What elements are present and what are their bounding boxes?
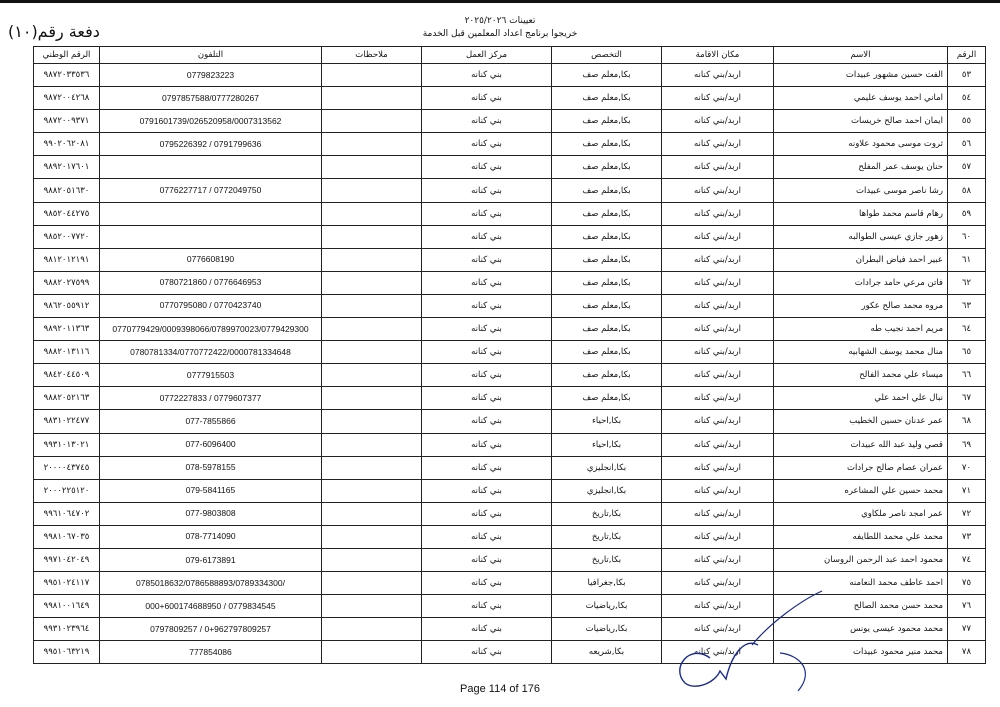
row-specialty: بكا,رياضيات	[552, 618, 662, 641]
row-workplace: بني كنانه	[422, 572, 552, 595]
row-workplace: بني كنانه	[422, 133, 552, 156]
row-number: ٦٤	[948, 318, 986, 341]
row-number: ٦٦	[948, 364, 986, 387]
row-national-id: ٩٨١٢٠١٢١٩١	[34, 248, 100, 271]
row-specialty: بكا,احياء	[552, 410, 662, 433]
row-workplace: بني كنانه	[422, 110, 552, 133]
row-residence: اربد/بني كنانه	[662, 595, 774, 618]
row-phone	[100, 202, 322, 225]
row-number: ٦٧	[948, 387, 986, 410]
row-specialty: بكا,معلم صف	[552, 294, 662, 317]
row-phone: 079-6173891	[100, 548, 322, 571]
table-row	[34, 156, 986, 179]
row-specialty: بكا,معلم صف	[552, 110, 662, 133]
row-phone: 079-5841165	[100, 479, 322, 502]
table-row	[34, 64, 986, 87]
row-name: ثروت موسى محمود علاونه	[774, 133, 948, 156]
row-specialty: بكا,تاريخ	[552, 548, 662, 571]
document-title: تعيينات ٢٠٢٥/٢٠٢٦	[464, 16, 536, 26]
row-notes	[322, 64, 422, 87]
table-row	[34, 387, 986, 410]
row-national-id: ٩٨٣١٠٢٢٤٧٧	[34, 410, 100, 433]
row-residence: اربد/بني كنانه	[662, 433, 774, 456]
row-workplace: بني كنانه	[422, 87, 552, 110]
row-residence: اربد/بني كنانه	[662, 618, 774, 641]
row-residence: اربد/بني كنانه	[662, 156, 774, 179]
row-national-id: ٩٩٣١٠١٣٠٢١	[34, 433, 100, 456]
row-name: مريم احمد نجيب طه	[774, 318, 948, 341]
row-workplace: بني كنانه	[422, 364, 552, 387]
row-specialty: بكا,احياء	[552, 433, 662, 456]
row-name: زهور جازي عيسى الطوالبه	[774, 225, 948, 248]
row-residence: اربد/بني كنانه	[662, 502, 774, 525]
row-workplace: بني كنانه	[422, 248, 552, 271]
row-residence: اربد/بني كنانه	[662, 225, 774, 248]
row-number: ٧١	[948, 479, 986, 502]
row-specialty: بكا,معلم صف	[552, 179, 662, 202]
row-workplace: بني كنانه	[422, 433, 552, 456]
row-notes	[322, 410, 422, 433]
row-specialty: بكا,معلم صف	[552, 248, 662, 271]
row-workplace: بني كنانه	[422, 271, 552, 294]
row-name: رشا ناصر موسى عبيدات	[774, 179, 948, 202]
row-number: ٥٦	[948, 133, 986, 156]
row-name: قصي وليد عبد الله عبيدات	[774, 433, 948, 456]
row-workplace: بني كنانه	[422, 202, 552, 225]
row-phone: 000+600174688950 / 0779834545	[100, 595, 322, 618]
row-specialty: بكا,معلم صف	[552, 64, 662, 87]
row-phone: 0797857588/0777280267	[100, 87, 322, 110]
row-phone: 077-6096400	[100, 433, 322, 456]
row-phone: 0791601739/026520958/0007313562	[100, 110, 322, 133]
row-name: اماني احمد يوسف عليمي	[774, 87, 948, 110]
row-workplace: بني كنانه	[422, 479, 552, 502]
row-number: ٦٩	[948, 433, 986, 456]
row-notes	[322, 618, 422, 641]
column-header-number: الرقم	[948, 47, 986, 64]
row-number: ٦٥	[948, 341, 986, 364]
row-specialty: بكا,انجليزي	[552, 479, 662, 502]
row-phone: 0780721860 / 0776646953	[100, 271, 322, 294]
row-specialty: بكا,معلم صف	[552, 364, 662, 387]
row-specialty: بكا,معلم صف	[552, 133, 662, 156]
row-notes	[322, 202, 422, 225]
row-phone: 078-5978155	[100, 456, 322, 479]
row-residence: اربد/بني كنانه	[662, 271, 774, 294]
row-specialty: بكا,تاريخ	[552, 525, 662, 548]
row-specialty: بكا,تاريخ	[552, 502, 662, 525]
row-workplace: بني كنانه	[422, 618, 552, 641]
row-notes	[322, 87, 422, 110]
row-national-id: ٩٨٥٢٠٤٤٢٧٥	[34, 202, 100, 225]
row-phone: 0797809257 / 0+962797809257	[100, 618, 322, 641]
row-phone: 0772227833 / 0779607377	[100, 387, 322, 410]
row-residence: اربد/بني كنانه	[662, 479, 774, 502]
row-notes	[322, 294, 422, 317]
table-row	[34, 525, 986, 548]
row-number: ٦٣	[948, 294, 986, 317]
row-number: ٥٧	[948, 156, 986, 179]
row-national-id: ٩٩٧١٠٤٢٠٤٩	[34, 548, 100, 571]
row-phone	[100, 156, 322, 179]
row-phone	[100, 225, 322, 248]
row-residence: اربد/بني كنانه	[662, 318, 774, 341]
row-workplace: بني كنانه	[422, 341, 552, 364]
row-name: عبير احمد فياض البطران	[774, 248, 948, 271]
row-national-id: ٩٩٨١٠٠١٦٤٩	[34, 595, 100, 618]
table-row	[34, 110, 986, 133]
table-row	[34, 548, 986, 571]
row-notes	[322, 502, 422, 525]
row-number: ٥٩	[948, 202, 986, 225]
row-specialty: بكا,معلم صف	[552, 156, 662, 179]
row-number: ٦١	[948, 248, 986, 271]
row-name: عمر امجد ناصر ملكاوي	[774, 502, 948, 525]
row-national-id: ٩٩٣١٠٢٣٩٦٤	[34, 618, 100, 641]
row-residence: اربد/بني كنانه	[662, 87, 774, 110]
page-number: Page 114 of 176	[460, 683, 540, 695]
column-header-name: الاسم	[774, 47, 948, 64]
row-name: ايمان احمد صالح خريسات	[774, 110, 948, 133]
row-national-id: ٩٨٧٢٠٣٣٥٣٦	[34, 64, 100, 87]
row-national-id: ٩٩٥١٠٢٤١١٧	[34, 572, 100, 595]
row-residence: اربد/بني كنانه	[662, 179, 774, 202]
row-name: فاتن مرعي حامد جرادات	[774, 271, 948, 294]
row-residence: اربد/بني كنانه	[662, 410, 774, 433]
row-number: ٧٥	[948, 572, 986, 595]
row-residence: اربد/بني كنانه	[662, 133, 774, 156]
row-residence: اربد/بني كنانه	[662, 548, 774, 571]
row-workplace: بني كنانه	[422, 456, 552, 479]
row-residence: اربد/بني كنانه	[662, 248, 774, 271]
row-national-id: ٩٨٨٢٠٥٢١٦٣	[34, 387, 100, 410]
top-rule	[0, 0, 1000, 3]
row-workplace: بني كنانه	[422, 595, 552, 618]
row-national-id: ٩٩٨١٠٦٧٠٣٥	[34, 525, 100, 548]
row-notes	[322, 341, 422, 364]
row-residence: اربد/بني كنانه	[662, 456, 774, 479]
row-workplace: بني كنانه	[422, 387, 552, 410]
table-body	[34, 64, 986, 664]
row-specialty: بكا,جغرافيا	[552, 572, 662, 595]
document-subtitle: خريجوا برنامج اعداد المعلمين قبل الخدمة	[422, 29, 578, 39]
row-residence: اربد/بني كنانه	[662, 364, 774, 387]
column-header-specialty: التخصص	[552, 47, 662, 64]
row-name: ميساء علي محمد الفالح	[774, 364, 948, 387]
row-name: نبال علي احمد علي	[774, 387, 948, 410]
row-number: ٧٦	[948, 595, 986, 618]
row-phone: 0779823223	[100, 64, 322, 87]
signature-mark	[640, 583, 830, 698]
row-residence: اربد/بني كنانه	[662, 294, 774, 317]
table-header	[34, 47, 986, 64]
row-notes	[322, 387, 422, 410]
row-number: ٥٤	[948, 87, 986, 110]
row-national-id: ٩٨٧٢٠٠٩٣٧١	[34, 110, 100, 133]
row-notes	[322, 271, 422, 294]
table-row	[34, 133, 986, 156]
row-phone: 0770795080 / 0770423740	[100, 294, 322, 317]
row-notes	[322, 479, 422, 502]
row-number: ٧٤	[948, 548, 986, 571]
row-phone: 0780781334/0770772422/0000781334648	[100, 341, 322, 364]
table-row	[34, 225, 986, 248]
row-workplace: بني كنانه	[422, 156, 552, 179]
row-name: منال محمد يوسف الشهابيه	[774, 341, 948, 364]
row-national-id: ٩٨٨٢٠٥١٦٣٠	[34, 179, 100, 202]
row-notes	[322, 225, 422, 248]
row-workplace: بني كنانه	[422, 225, 552, 248]
row-name: رهام قاسم محمد طواها	[774, 202, 948, 225]
row-name: احمد عاطف محمد النعامنه	[774, 572, 948, 595]
row-notes	[322, 641, 422, 664]
table-row	[34, 87, 986, 110]
table-row	[34, 271, 986, 294]
row-notes	[322, 318, 422, 341]
row-phone: 077-7855866	[100, 410, 322, 433]
row-national-id: ٩٨٨٢٠١٣١١٦	[34, 341, 100, 364]
row-national-id: ٩٨٧٢٠٠٤٢٦٨	[34, 87, 100, 110]
row-number: ٦٢	[948, 271, 986, 294]
row-name: محمد حسن محمد الصالح	[774, 595, 948, 618]
row-notes	[322, 433, 422, 456]
row-phone: 0777915503	[100, 364, 322, 387]
row-phone: 0776227717 / 0772049750	[100, 179, 322, 202]
row-name: حنان يوسف عمر المفلح	[774, 156, 948, 179]
row-national-id: ٩٩٠٢٠٦٢٠٨١	[34, 133, 100, 156]
row-specialty: بكا,معلم صف	[552, 202, 662, 225]
row-national-id: ٩٩٦١٠٦٤٧٠٢	[34, 502, 100, 525]
row-name: محمد منير محمود عبيدات	[774, 641, 948, 664]
row-workplace: بني كنانه	[422, 64, 552, 87]
row-national-id: ٩٨٦٢٠٥٥٩١٢	[34, 294, 100, 317]
row-notes	[322, 179, 422, 202]
row-phone: 077-9803808	[100, 502, 322, 525]
row-notes	[322, 548, 422, 571]
row-residence: اربد/بني كنانه	[662, 341, 774, 364]
row-national-id: ٩٨٥٢٠٠٧٧٢٠	[34, 225, 100, 248]
row-number: ٧٨	[948, 641, 986, 664]
table-row	[34, 572, 986, 595]
row-workplace: بني كنانه	[422, 548, 552, 571]
row-notes	[322, 364, 422, 387]
table-row	[34, 479, 986, 502]
row-specialty: بكا,رياضيات	[552, 595, 662, 618]
table-row	[34, 456, 986, 479]
table-row	[34, 318, 986, 341]
row-notes	[322, 248, 422, 271]
row-residence: اربد/بني كنانه	[662, 387, 774, 410]
row-national-id: ٩٨٩٢٠١١٣٦٣	[34, 318, 100, 341]
row-workplace: بني كنانه	[422, 294, 552, 317]
table-row	[34, 341, 986, 364]
row-specialty: بكا,معلم صف	[552, 318, 662, 341]
row-phone: 777854086	[100, 641, 322, 664]
row-notes	[322, 572, 422, 595]
row-workplace: بني كنانه	[422, 525, 552, 548]
column-header-phone: التلفون	[100, 47, 322, 64]
row-notes	[322, 595, 422, 618]
row-notes	[322, 133, 422, 156]
row-workplace: بني كنانه	[422, 502, 552, 525]
table-row	[34, 595, 986, 618]
row-name: الفت حسين مشهور عبيدات	[774, 64, 948, 87]
row-national-id: ٩٨٤٢٠٤٤٥٠٩	[34, 364, 100, 387]
row-residence: اربد/بني كنانه	[662, 64, 774, 87]
row-number: ٦٨	[948, 410, 986, 433]
row-workplace: بني كنانه	[422, 318, 552, 341]
table-row	[34, 641, 986, 664]
row-residence: اربد/بني كنانه	[662, 110, 774, 133]
column-header-residence: مكان الاقامة	[662, 47, 774, 64]
row-phone: 0785018632/0786588893/0789334300/	[100, 572, 322, 595]
row-national-id: ٩٨٩٢٠١٧٦٠١	[34, 156, 100, 179]
row-specialty: بكا,معلم صف	[552, 87, 662, 110]
row-residence: اربد/بني كنانه	[662, 525, 774, 548]
table-row	[34, 202, 986, 225]
row-phone: 0770779429/0009398066/0789970023/0779429300	[100, 318, 322, 341]
row-number: ٧٢	[948, 502, 986, 525]
row-residence: اربد/بني كنانه	[662, 572, 774, 595]
table-row	[34, 179, 986, 202]
row-name: عمران عصام صالح جرادات	[774, 456, 948, 479]
row-notes	[322, 156, 422, 179]
row-name: عمر عدنان حسين الخطيب	[774, 410, 948, 433]
row-national-id: ٩٨٨٢٠٢٧٥٩٩	[34, 271, 100, 294]
row-phone: 0776608190	[100, 248, 322, 271]
row-national-id: ٢٠٠٠٠٤٣٧٤٥	[34, 456, 100, 479]
row-number: ٥٥	[948, 110, 986, 133]
row-number: ٧٧	[948, 618, 986, 641]
row-workplace: بني كنانه	[422, 410, 552, 433]
row-specialty: بكا,معلم صف	[552, 341, 662, 364]
row-notes	[322, 456, 422, 479]
appointments-table	[33, 46, 986, 664]
row-notes	[322, 110, 422, 133]
row-name: محمود احمد عبد الرحمن الروسان	[774, 548, 948, 571]
row-specialty: بكا,شريعه	[552, 641, 662, 664]
row-specialty: بكا,معلم صف	[552, 387, 662, 410]
table-row	[34, 502, 986, 525]
table-row	[34, 433, 986, 456]
column-header-workplace: مركز العمل	[422, 47, 552, 64]
row-national-id: ٢٠٠٠٢٢٥١٢٠	[34, 479, 100, 502]
row-name: مروه محمد صالح عكور	[774, 294, 948, 317]
row-phone: 078-7714090	[100, 525, 322, 548]
batch-number: دفعة رقم(١٠)	[8, 22, 100, 41]
row-notes	[322, 525, 422, 548]
table-row	[34, 618, 986, 641]
row-number: ٧٣	[948, 525, 986, 548]
row-name: محمد حسين علي المشاعره	[774, 479, 948, 502]
row-workplace: بني كنانه	[422, 179, 552, 202]
table-row	[34, 248, 986, 271]
row-workplace: بني كنانه	[422, 641, 552, 664]
row-name: محمد محمود عيسى يونس	[774, 618, 948, 641]
column-header-notes: ملاحظات	[322, 47, 422, 64]
row-number: ٥٣	[948, 64, 986, 87]
row-specialty: بكا,معلم صف	[552, 271, 662, 294]
row-national-id: ٩٩٥١٠٦٣٢١٩	[34, 641, 100, 664]
row-specialty: بكا,انجليزي	[552, 456, 662, 479]
column-header-national-id: الرقم الوطني	[34, 47, 100, 64]
row-name: محمد علي محمد اللطايفه	[774, 525, 948, 548]
row-number: ٥٨	[948, 179, 986, 202]
row-residence: اربد/بني كنانه	[662, 641, 774, 664]
table-row	[34, 294, 986, 317]
row-phone: 0795226392 / 0791799636	[100, 133, 322, 156]
row-number: ٦٠	[948, 225, 986, 248]
table-row	[34, 364, 986, 387]
table-row	[34, 410, 986, 433]
row-residence: اربد/بني كنانه	[662, 202, 774, 225]
row-specialty: بكا,معلم صف	[552, 225, 662, 248]
row-number: ٧٠	[948, 456, 986, 479]
